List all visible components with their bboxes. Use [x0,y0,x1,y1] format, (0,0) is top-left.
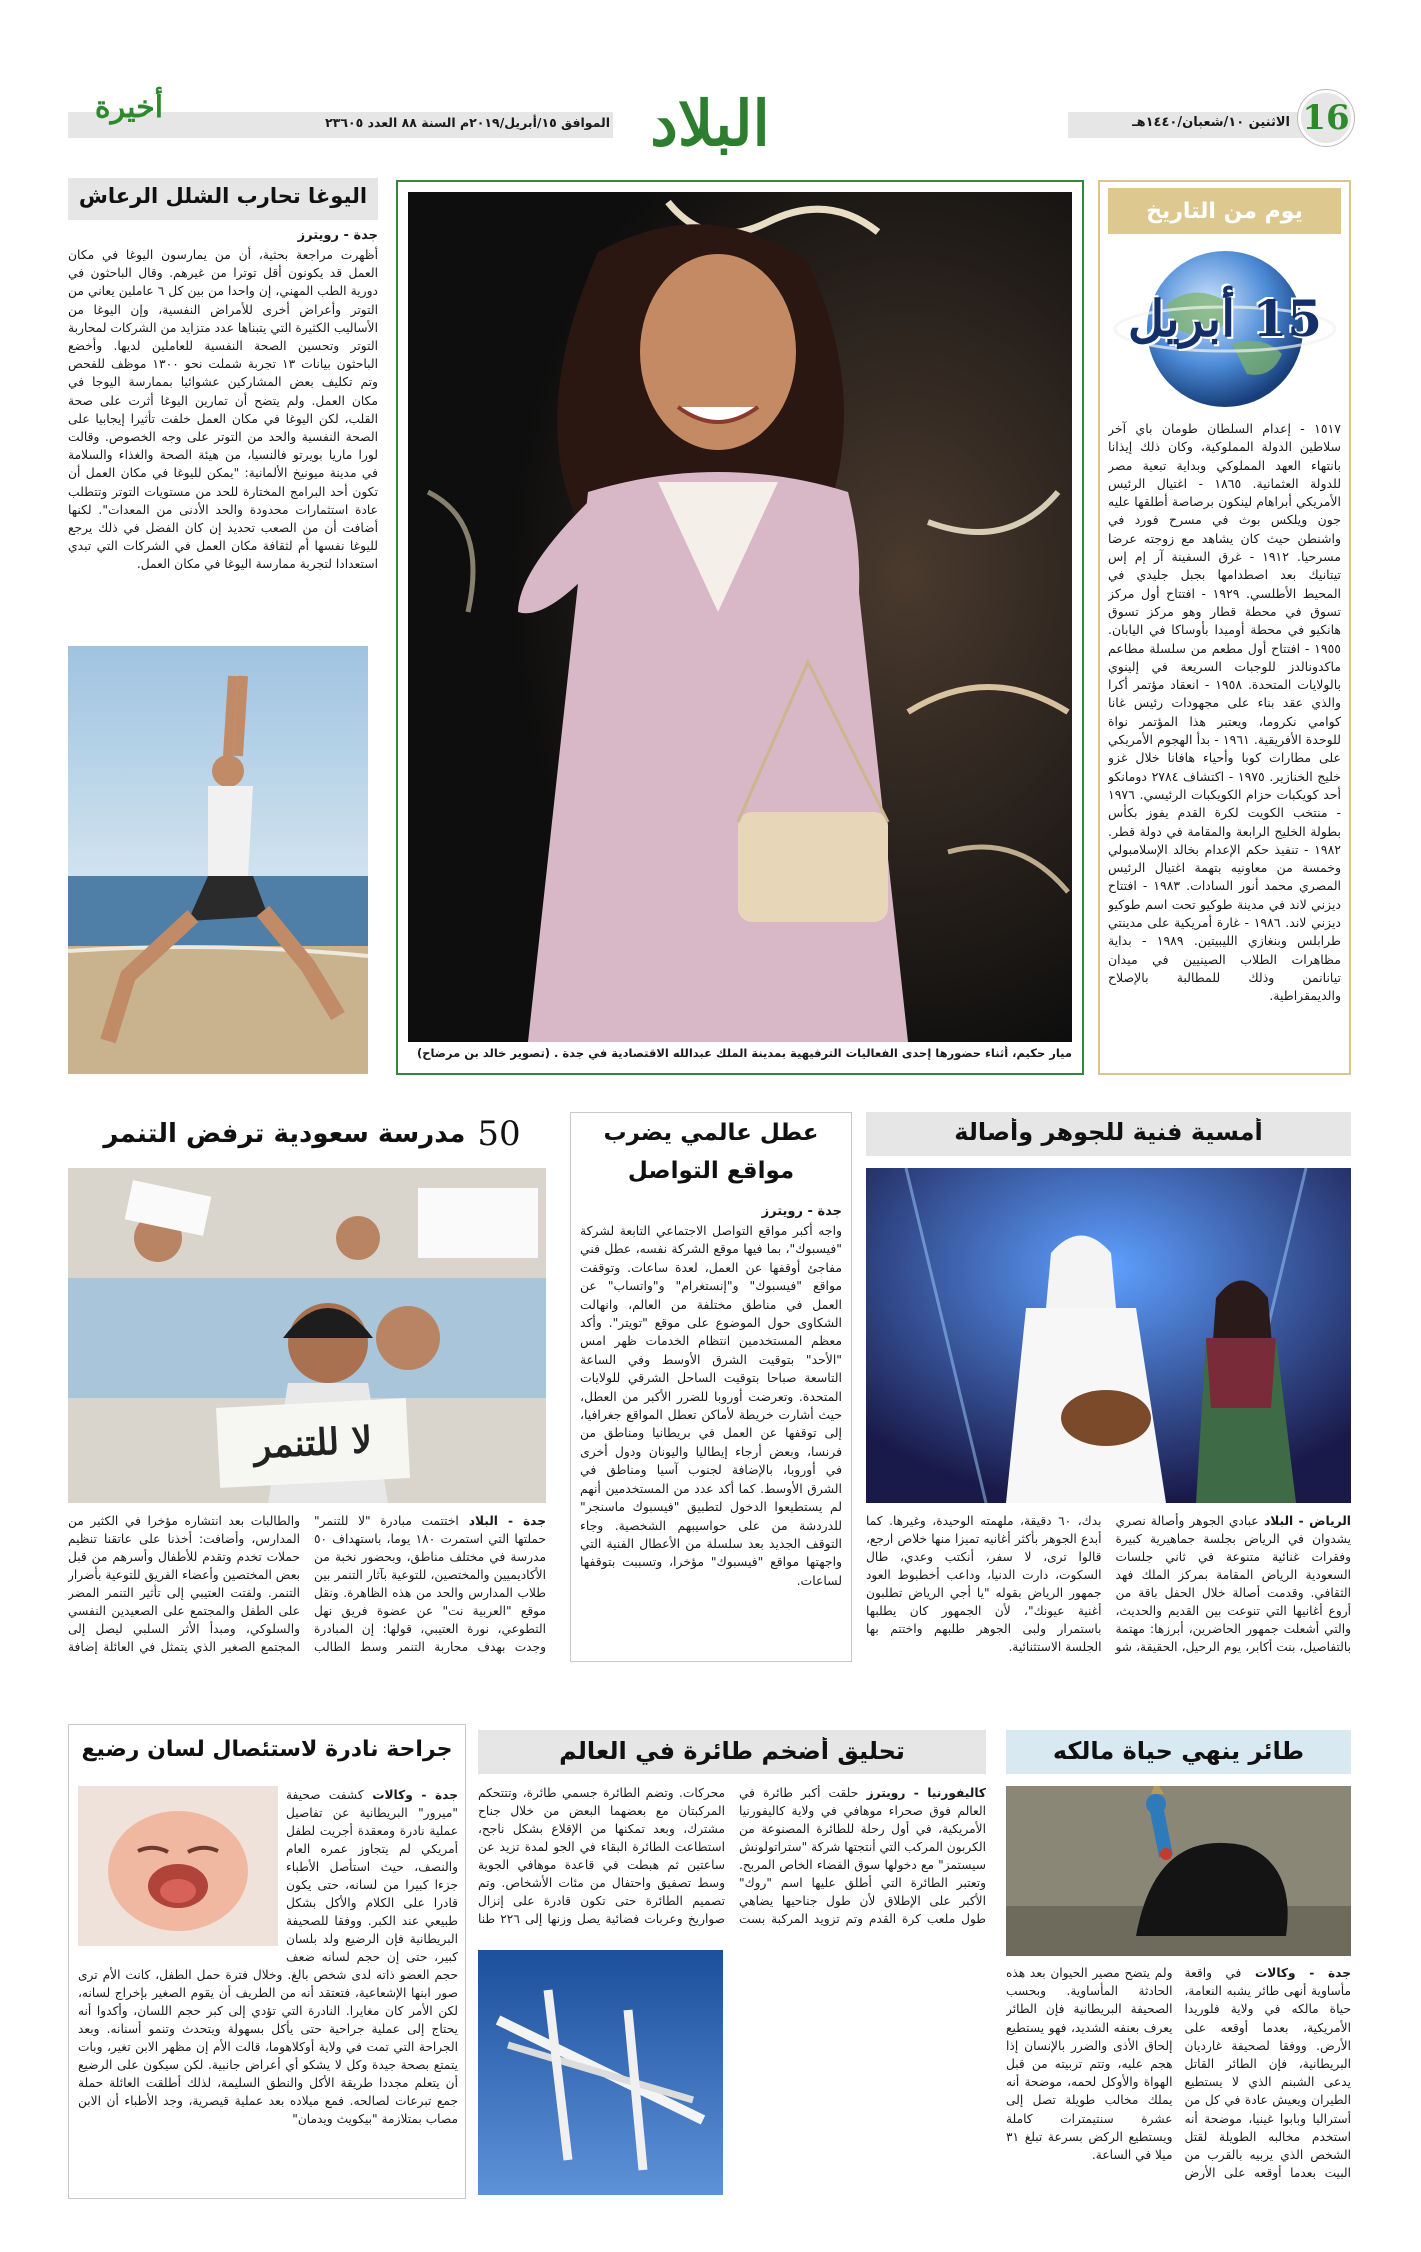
yoga-beach-image [68,646,368,1074]
facebook-headline-line1: عطل عالمي يضرب [603,1120,819,1146]
woman-portrait-image [408,192,1072,1042]
stratolaunch-plane-image [478,1950,723,2195]
bullying-body [68,1512,546,1662]
bird-text: في واقعة مأساوية أنهى طائر يشبه النعامة، حياة مالكه في ولاية فلوريدا الأمريكية، بعدما أوقعه على الأرض. ووفقا لصحيفة غارديان البريطانية، فإن الطائر القاتل يدعى الشبنم الذي لا يستطيع الطيران ويعيش عادة في كل من أستراليا وبابوا غينيا، موضحة أنه استخدم مخالبه الطويلة لقتل الشخص الذي يربيه بالقرب من البيت بعدما أوقعه على الأرض ولم يتضح مصير الحيوان بعد هذه الحادثة المأساوية. وبحسب الصحيفة البريطانية فإن الطائر يعرف بعنفه الشديد، فهو يستطيع إلحاق الأذى والضرر بالإنسان إذا هجم عليه، وتتم تربيته من قبل الهواة والأوكل لحمه، موضحة أنه يملك مخالب طويلة تصل إلى عشرة سنتيمترات كاملة ويستطيع الركض بسرعة تبلغ ٣١ ميلا في الساعة. [1006,1966,1351,2181]
cassowary-image [1006,1786,1351,1956]
facebook-headline-line2: مواقع التواصل [627,1158,795,1184]
section-label: أخيرة [94,90,164,125]
aircraft-text: حلقت أكبر طائرة في العالم فوق صحراء موهافي في ولاية كاليفورنيا الأمريكية، في أول رحلة للطائرة المصنوعة من الكربون المركب التي أنتجتها شركة "ستراتولونش سيستمز" مع دخولها سوق الفضاء الخاص المربح. وتعتبر الطائرة التي أطلق عليها اسم "روك" الأكبر على الإطلاق لأن طول جناحيها يضاهي طول ملعب كرة القدم وتم تزويد المركبة بست محركات. وتضم الطائرة جسمي طائرة، وتتتحكم المركبتان مع بعضهما البعض من خلال جناح مشترك، وبعد تمكنها من الإقلاع بشكل ناجح، استطاعت الطائرة البقاء في الجو لمدة تزيد عن ساعتين ثم هبطت في قاعدة موهافي الجوية وسط تصفيق واحتفال من مئات الأشخاص. وتم تصميم الطائرة حتى تكون قادرة على إنزال صواريخ وعربات فضائية يصل وزنها إلى ٢٢٦ طنا [478,1786,986,1926]
surgery-float-spacer [78,1786,286,1952]
aircraft-body-bottom [732,1950,986,2195]
history-logo [1112,244,1338,414]
evening-dateline: الرياض - البلاد [1258,1514,1351,1528]
bullying-text: اختتمت مبادرة "لا للتنمر" حملتها التي استمرت ١٨٠ يوما، باستهداف ٥٠ مدرسة في مختلف مناطق، وبحضور نخبة من الأكاديميين والمختصين، للتوعية بآثار التنمر بين طلاب المدارس والحد من هذه الظاهرة. ونقل موقع "العربية نت" عن عضوة فريق نهل التطوعي، نورة العتيبي، قولها: إن المبادرة وجدت بهدف محاربة التنمر وسط الطالب والطالبات بعد انتشاره مؤخرا في الكثير من المدارس، وأضافت: أخذنا على عاتقنا تنظيم حملات تخدم وتقدم للأطفال وأسرهم من قبل بعض المختصين وأعضاء الفريق للتوعية بأضرار التنمر. ولفتت العتيبي إلى تأثير التنمر المضر على الطفل والمجتمع على الصعيدين النفسي والسلوكي، ومبدأ الأثر السلبي ليصل إلى المجتمع الصغير الذي يتمثل في العائلة إضافة [68,1514,546,1654]
yoga-headline: اليوغا تحارب الشلل الرعاش [78,184,368,208]
aircraft-dateline: كاليفورنيا - رويترز [858,1786,986,1800]
aircraft-body-top [478,1784,986,1944]
concert-stage-image [866,1168,1351,1503]
bullying-sign [216,1398,410,1488]
concert-photo [866,1168,1351,1503]
bullying-dateline: جدة - البلاد [458,1514,546,1528]
bullying-headline-text: مدرسة سعودية ترفض التنمر [103,1119,466,1149]
history-title: يوم من التاريخ [1108,188,1341,234]
evening-text: عبادي الجوهر وأصالة نصري يشدوان في الرياض بجلسة جماهيرية كبيرة وفقرات غنائية متنوعة في ثاني جلسات السعودية الرياض المقامة بمركز الملك فهد الثقافي. وقدمت أصالة خلال الحفل باقة من أروع أغانيها التي تنوعت بين القديم والحديث، والتي أشعلت جمهور الحاضرين، أبرزها: مهتمة بالتفاصيل، بنت أكابر، يوم الرحيل، الحقيقة، شو بدك، ٦٠ دقيقة، ملهمته الوحيدة، وغيرها. كما أبدع الجوهر بأكثر أغانيه تميزا منها خلاص ارجع، قالوا ترى، لا سفر، أنكتب وعدي، طال السكوت، دارت الدنيا، وداعب أخطبوط العود جمهور الرياض بقوله "يا أجي الرياض تطلبون أغنية عيونك"، لأن الجمهور كان يطلبها باستمرار ولبى الجوهر طلبهم واختتم بها الجلسة الاستثنائية. [866,1514,1351,1654]
bullying-headline-number: 50 [477,1114,521,1154]
evening-body [866,1512,1351,1662]
header-date-right: الاثنين ١٠/شعبان/١٤٤٠هـ [1132,115,1290,130]
bullying-sign-text: لا للتنمر [252,1418,374,1468]
aircraft-photo [478,1950,723,2195]
surgery-dateline: جدة - وكالات [363,1788,458,1802]
bullying-headline [68,1112,556,1156]
evening-headline: أمسية فنية للجوهر وأصالة [954,1118,1263,1146]
surgery-text: كشفت صحيفة "ميرور" البريطانية عن تفاصيل عملية نادرة ومعقدة أجريت لطفل أمريكي لم يتجاوز عمره العام والنصف، حيث استأصل الأطباء جزءا كبيرا من لسانه، حتى يكون قادرا على الكلام والأكل بشكل طبيعي عند الكبر. ووفقا للصحيفة البريطانية فإن الرضيع ولد بلسان كبير، حتى إن حجم لسانه ضعف حجم العضو ذاته لدى شخص بالغ. وخلال فترة حمل الطفل، كانت الأم ترى صور ابنها الإشعاعية، فتعتقد أنه من الطريف أن يقوم الصغير بإخراج لسانه، لكن الأمر كان مغايرا. النادرة التي تؤدي إلى كبر حجم اللسان، وأكدوا أنه يحتاج إلى عملية جراحية حتى يأكل بسهولة ويتحدث وتنمو أسنانه. وبعد الجراحة التي تمت في ولاية أوكلاهوما، قالت الأم إن مظهر الابن تغير، وبات يتمتع بصحة جيدة وكل لا يشكو أي أعراض جانبية. لكن سيكون على الرضيع أن يتعلم مجددا طريقة الأكل والنطق السليمة، لذلك أطلقت العائلة حملة جمع تبرعات لصالحه. فمع ميلاده بعد عملية قيصرية، وجد الأطباء أن الابن مصاب بمتلازمة "بيكويث ويدمان" [78,1788,458,2126]
yoga-photo [68,646,368,1074]
history-text: ١٥١٧ - إعدام السلطان طومان باي آخر سلاطين الدولة المملوكية، وكان ذلك إيذانا بانتهاء العهد المملوكي وبداية تبعية مصر للدولة العثمانية. ١٨٦٥ - اغتيال الرئيس الأمريكي أبراهام لينكون برصاصة أطلقها عليه جون ويلكس بوث في مسرح فورد في واشنطن حيث كان يشاهد مع زوجته عرضا مسرحيا. ١٩١٢ - غرق السفينة آر إم إس تيتانيك بعد اصطدامها بجبل جليدي في المحيط الأطلسي. ١٩٢٩ - افتتاح أول مركز تسوق في محطة قطار وهو مركز تسوق هانكيو في محطة أوميدا بأوساكا في اليابان. ١٩٥٥ - افتتاح أول مطعم من سلسلة مطاعم ماكدونالدز للوجبات السريعة في إلينوي بالولايات المتحدة. ١٩٥٨ - انعقاد مؤتمر أكرا والذي عقد بناء على مجهودات رئيس غانا كوامي نكروما، ويعتبر هذا المؤتمر نواة للوحدة الأفريقية. ١٩٦١ - بدأ الهجوم الأمريكي على مطارات كوبا وأحياء هافانا خلال غزو خليج الخنازير. ١٩٧٥ - اكتشاف ٢٧٨٤ دومانكو أحد كويكبات حزام الكويكبات الرئيسي. ١٩٧٦ - منتخب الكويت لكرة القدم يفوز بكأس بطولة الخليج الرابعة والمقامة في دولة قطر. ١٩٨٢ - تنفيذ حكم الإعدام بخالد الإسلامبولي وخمسة من معاونيه بتهمة اغتيال الرئيس المصري محمد أنور السادات. ١٩٨٣ - افتتاح ديزني لاند في مدينة طوكيو تحت اسم طوكيو ديزني لاند. ١٩٨٦ - غارة أمريكية على مدينتي طرابلس وبنغازي الليبيتين. ١٩٨٩ - بداية مظاهرات الطلاب الصينيين في ميدان تيانانمن وذلك للمطالبة بالإصلاح والديمقراطية. [1108,421,1341,1004]
bird-dateline: جدة - وكالات [1241,1966,1351,1980]
bird-headline: طائر ينهي حياة مالكه [1052,1737,1305,1765]
surgery-headline: جراحة نادرة لاستئصال لسان رضيع [81,1737,453,1762]
facebook-body: واجه أكبر مواقع التواصل الاجتماعي التابعة لشركة "فيسبوك"، بما فيها موقع الشركة نفسه، عطل فني مفاجئ أوقفها عن العمل، لعدة ساعات. وتوقفت مواقع "فيسبوك" و"إنستغرام" و"واتساب" عن العمل في مناطق مختلفة من العالم، وانهالت الشكاوى حول الموضوع على موقع "تويتر". وأكد معظم المستخدمين انتظام الخدمات ظهر امس "الأحد" بتوقيت الشرق الأوسط وفي الساعة التاسعة صباحا بتوقيت الساحل الشرقي للولايات المتحدة. وتعرضت أوروبا للضرر الأكبر من العطل، حيث أشارت خريطة لأماكن تعطل المواقع جغرافيا، إلى توقفها عن العمل في بريطانيا ومناطق من فرنسا، وبعض أرجاء إيطاليا واليونان ودول أخرى في أوروبا، بالإضافة لجنوب آسيا ومناطق في الشرق الأوسط. كما أكد عدد من المستخدمين أنهم لم يستطيعوا الدخول لتطبيق "فيسبوك ماسنجر" للدردشة من على حواسيبهم الشخصية. وجاء التوقف الجديد بعد سلسلة من الأعطال الفنية التي واجهتها مواقع "فيسبوك" مؤخرا، وتسببت بتوقفها لساعات. [580,1223,842,1588]
page-number: 16 [1298,90,1354,146]
surgery-body [78,1786,458,2192]
history-date-text: 15 أبريل [1127,289,1323,348]
facebook-dateline: جدة - رويترز [761,1204,842,1219]
bird-photo [1006,1786,1351,1956]
yoga-body: أظهرت مراجعة بحثية، أن من يمارسون اليوغا في مكان العمل قد يكونون أقل توترا من غيرهم. وقال الباحثون في دورية الطب المهني، إن واحدا من بين كل ٦ عاملين يعاني من التوتر وأعراض أخرى للأمراض النفسية، وإن اليوغا من الأساليب الكثيرة التي يتبناها عدد متزايد من الشركات لمحاربة التوتر وتحسين الصحة النفسية للعاملين لديها. وأخضع الباحثون بيانات ١٣ تجربة شملت نحو ١٣٠٠ موظف للفحص وتم تكليف بعض المشاركين عشوائيا بممارسة اليوجا في مكان العمل. ولم يتضح أن تمارين اليوغا أثرت على صحة القلب، لكن اليوغا في مكان العمل خلفت تأثيرا إيجابيا على الصحة النفسية والحد من التوتر على وجه الخصوص. وقالت لورا ماريا بويرتو فالنسيا، من هيئة الصحة والغذاء والسلامة في مدينة ميونيخ الألمانية: "يمكن لليوغا في مكان العمل أن تكون أحد البرامج المختارة للحد من مستويات التوتر وتتطلب عادة استثمارات محدودة والحد الأدنى من المعدات". لكنها أضافت أن من الصعب تحديد إن كان الفضل في ذلك يرجع لليوغا نفسها أم لثقافة مكان العمل في الشركات التي تبدي استعدادا لتجربة ممارسة اليوغا في مكان العمل. [68,248,378,572]
logo-text: البلاد [650,86,770,160]
yoga-dateline: جدة - رويترز [297,228,378,243]
aircraft-headline: تحليق أضخم طائرة في العالم [559,1737,905,1765]
photo-caption: ميار حكيم، أثناء حضورها إحدى الفعاليات الترفيهية بمدينة الملك عبدالله الاقتصادية في جدة . (تصوير خالد بن مرضاح) [416,1046,1072,1060]
bird-body [1006,1964,1351,2199]
newspaper-logo [620,78,800,168]
header-date-left: الموافق ١٥/أبريل/٢٠١٩م السنة ٨٨ العدد ٢٣٦٠٥ [325,115,610,130]
bullying-photo [68,1168,546,1503]
main-photo [408,192,1072,1042]
